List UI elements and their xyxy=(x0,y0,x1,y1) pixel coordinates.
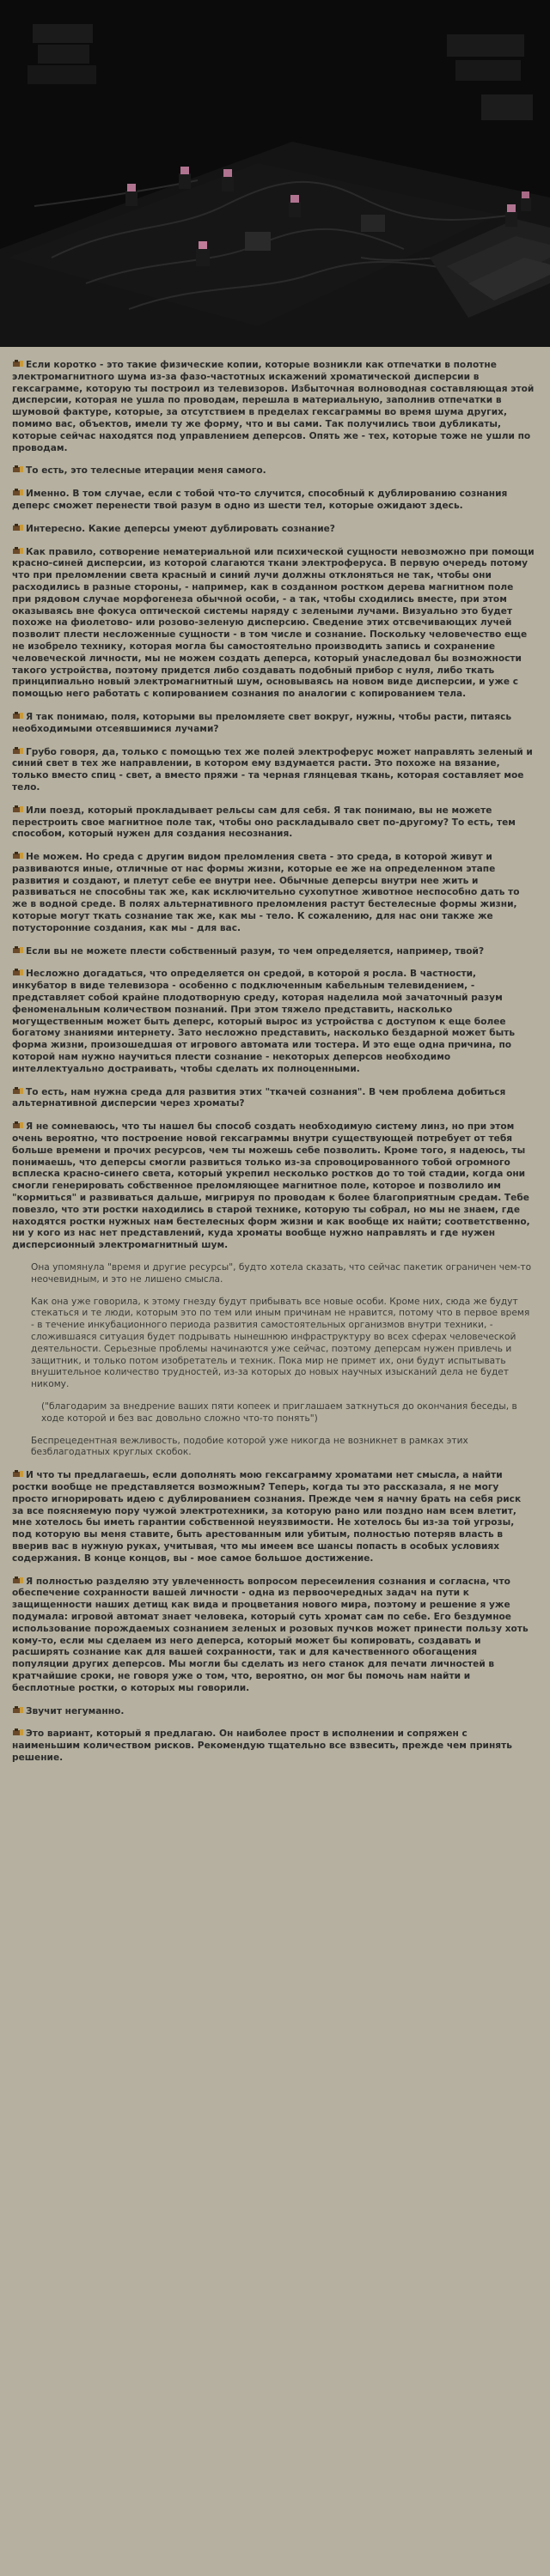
speaker-avatar-icon xyxy=(12,489,26,499)
speaker-avatar-icon xyxy=(12,524,26,534)
speaker-avatar-icon xyxy=(12,747,26,757)
dialogue-line xyxy=(12,746,535,794)
dialogue-line xyxy=(12,465,535,477)
figure-duplicate xyxy=(125,184,138,206)
narration-line xyxy=(12,1401,535,1425)
dialogue-line xyxy=(12,1086,535,1111)
speaker-avatar-icon xyxy=(12,805,26,816)
crate xyxy=(245,232,271,251)
message-text: Я полностью разделяю эту увлеченность вопросом пересеиления сознания и согласна, что обеспечение сохранности вашей личности - одна из первоочередных задач на пути к защищенности наших детищ как вида и процветания нового мира, поэтому и решение я уже подумала: игровой автомат знает человека, который суть хромат сам по себе. Его бездумное использование порождаемых сознанием зеленых и розовых пучков может принести пользу хоть кому-то, если мы сделаем из него деперса, который может бы копировать, создавать и расширять сознание как для вашей сохранности, так и для качественного обогащения популяции других деперсов. Мы могли бы сделать из него станок для печати личностей в кратчайшие сроки, не говоря уже о том, что, вероятно, он мог бы помочь нам найти и бесплотные ростки, о которых мы говорили. xyxy=(12,1576,529,1693)
dialogue-line xyxy=(12,1705,535,1718)
speaker-avatar-icon xyxy=(12,360,26,370)
message-text: Интересно. Какие деперсы умеют дублировать сознание? xyxy=(26,523,335,534)
message-text: Грубо говоря, да, только с помощью тех же полей электроферус может направлять зеленый и синий свет в тех же направлении, в котором ему вздумается расти. Это похоже на вязание, только вместо спиц - свет, а вместо пряжи - та черная глянцевая ткань, которая составляет мое тело. xyxy=(12,746,533,793)
message-text: Или поезд, который прокладывает рельсы сам для себя. Я так понимаю, вы не можете перестроить свое магнитное поле так, чтобы оно раскладывало свет по-другому? То есть, тем способом, который нужен для создания несознания. xyxy=(12,805,516,840)
dialogue-line xyxy=(12,968,535,1075)
message-text: То есть, нам нужна среда для развития этих "ткачей сознания". В чем проблема добиться альтернативной дисперсии через хроматы? xyxy=(12,1086,506,1109)
speaker-avatar-icon xyxy=(12,1728,26,1739)
speaker-avatar-icon xyxy=(12,465,26,476)
game-scene-image xyxy=(0,0,550,347)
dialogue-line xyxy=(12,488,535,513)
speaker-avatar-icon xyxy=(12,1577,26,1587)
figure-duplicate xyxy=(505,204,517,227)
dialogue-line xyxy=(12,359,535,454)
dialogue-line xyxy=(12,945,535,958)
message-text: Несложно догадаться, что определяется он средой, в которой я росла. В частности, инкубатор в виде телевизора - особенно с подключенным кабельным телевидением, - представляет собой крайне плодотворную среду, которая наделила мой зачаточный разум феноменальным количеством познаний. При этом тяжело представить, насколько могущественным может быть деперс, который вырос из устройства с доступом к еще более богатому знаниями интернету. Зато несложно представить, насколько бездарной может быть форма жизни, произошедшая от игрового автомата или тостера. И это еще одна причина, по которой нам нужно научиться плести сознание - некоторых деперсов необходимо интеллектуально достраивать, чтобы сделать их полноценными. xyxy=(12,969,516,1074)
figure-duplicate xyxy=(222,169,234,191)
message-text: Она упомянула "время и другие ресурсы", будто хотела сказать, что сейчас пакетик ограничен чем-то неочевидным, и это не лишено смысла. xyxy=(31,1262,532,1285)
message-text: Именно. В том случае, если с тобой что-то случится, способный к дублированию сознания деперс сможет перенести твой разум в одно из шести тел, которые ожидают здесь. xyxy=(12,489,508,511)
message-text: Я так понимаю, поля, которыми вы преломляете свет вокруг, нужны, чтобы расти, питаясь необходимыми отсеявшимися лучами? xyxy=(12,711,512,734)
dialogue-line xyxy=(12,1121,535,1252)
message-text: Я не сомневаюсь, что ты нашел бы способ создать необходимую систему линз, но при этом очень вероятно, что построение новой гексаграммы внутри существующей потребует от тебя больше времени и прочих ресурсов, чем ты можешь себе позволить. Кроме того, я надеюсь, ты понимаешь, что деперсы смогли развиться только из-за спровоцированного тобой огромного всплеска красно-синего света, который укрепил несколько ростков до то той стадии, когда они смогли генерировать собственное преломляющее магнитное поле, которое и позволило им "кормиться" и развиваться дальше, мигрируя по проводам к более благоприятным средам. Тебе повезло, что эти ростки находились в старой технике, которую ты собрал, но мы не знаем, где находятся ростки нужных нам бестелесных форм жизни и как вообще их найти; соответственно, ни у кого из нас нет представлений, куда хроматы вообще нужно направлять и где нужен дисперсионный электромагнитный шум. xyxy=(12,1121,530,1251)
message-text: Если вы не можете плести собственный разум, то чем определяется, например, твой? xyxy=(26,945,485,957)
message-text: Это вариант, который я предлагаю. Он наиболее прост в исполнении и сопряжен с наименьшим количеством рисков. Рекомендую тщательно все взвесить, прежде чем принять решение. xyxy=(12,1728,512,1763)
message-text: Звучит негуманно. xyxy=(26,1705,125,1716)
speaker-avatar-icon xyxy=(12,946,26,957)
speaker-avatar-icon xyxy=(12,1087,26,1097)
speaker-avatar-icon xyxy=(12,1706,26,1716)
dialogue-line xyxy=(12,1469,535,1564)
figure-duplicate xyxy=(179,167,191,189)
narration-line xyxy=(12,1436,535,1460)
message-text: Не можем. Но среда с другим видом преломления света - это среда, в которой живут и развиваются иные, отличные от нас формы жизни, которые ее же на определенном этапе развития и создают, и плетут себе ее внутри нее. Обычные деперсы внутри нее жить и развиваться не способны так же, как исключительно сухопутное животное неспособно дать то же в водной среде. В полях альтернативного преломления растут бестелесные формы жизни, которые могут ткать сознание так же, как мы - тело. К сожалению, для нас они также же потусторонние создания, как мы - для вас. xyxy=(12,852,520,933)
narration-line xyxy=(12,1262,535,1286)
message-text: Как она уже говорила, к этому гнезду будут прибывать все новые особи. Кроме них, сюда же будут стекаться и те люди, которым это по тем или иным причинам не нравится, потому что в первое время - в течение инкубационного периода развития самостоятельных организмов внутри техники, - сложившаяся ситуация будет подрывать нынешнюю инфраструктуру во всех сферах человеческой деятельности. Серьезные проблемы начинаются уже сейчас, поэтому деперсам нужен привлечь и защитник, и только потом изобретатель и техник. Пока мир не примет их, они будут испытывать внушительное количество трудностей, из-за которых до новых научных изысканий дела не будет никому. xyxy=(31,1296,530,1390)
figure-duplicate xyxy=(289,195,301,217)
message-text: И что ты предлагаешь, если дополнять мою гексаграмму хроматами нет смысла, а найти ростки вообще не представляется возможным? Теперь, когда ты это рассказала, я не могу просто игнорировать идею с дублированием сознания. Прежде чем я начну брать на себя риск за все поясняемую пору чужой электротехники, за которую рано или поздно нам всем влетит, мне хотелось бы иметь гарантии собственной неуязвимости. Не хотелось бы из-за той угрозы, под которую вы меня ставите, быть арестованным или убитым, полностью потеряв власть в вверив вас в нужную руках, учитывая, что мы имеем все шансы попасть в особых условиях содержания. В конце концов, вы - мое самое большое достижение. xyxy=(12,1470,522,1564)
crate xyxy=(361,215,385,232)
message-text: Как правило, сотворение нематериальной или психической сущности невозможно при помощи красно-синей дисперсии, из которой слагаются ткани электроферуса. В первую очередь потому что при преломлении света красный и синий лучи должны отклоняться не так, чтобы они расходились в разные стороны, - например, как в созданном ростком дерева магнитном поле при рядовом случае морфогенеза обычной особи, - а так, чтобы сходились вместе, при этом оказываясь вне фокуса оптической системы наряду с зелеными лучами. Визуально это будет похоже на фиолетово- или розово-зеленую дисперсию. Сведение этих отсвечивающих лучей позволит плести несложенные сущности - в том числе и сознание. Поскольку человечество еще не изобрело технику, которая могла бы самостоятельно производить запись и сохранение человеческой личности, мы не можем создать деперса, который унаследовал бы возможности такого устройства, поэтому придется либо создавать подобный прибор с нуля, либо ткать принципиально новый электромагнитный шум, основываясь на новом виде дисперсии, и уже с помощью него работать с копированием сознания по аналогии с копированием тела. xyxy=(12,546,535,700)
message-text: Беспрецедентная вежливость, подобие которой уже никогда не возникнет в рамках этих безблагодатных круглых скобок. xyxy=(31,1435,468,1458)
speaker-avatar-icon xyxy=(12,547,26,557)
speaker-avatar-icon xyxy=(12,1470,26,1480)
scene-illustration xyxy=(0,0,550,347)
dialogue-line xyxy=(12,711,535,736)
speaker-avatar-icon xyxy=(12,852,26,862)
message-text: ("благодарим за внедрение ваших пяти копеек и приглашаем заткнуться до окончания беседы, в ходе которой и без вас довольно сложно что-то понять") xyxy=(41,1400,517,1424)
speaker-avatar-icon xyxy=(12,712,26,722)
message-text: Если коротко - это такие физические копии, которые возникли как отпечатки в полотне электромагнитного шума из-за фазо-частотных искажений хроматической дисперсии в гексаграмме, которую ты построил из телевизоров. Избыточная волноводная составляющая этой дисперсии, которая не ушла по проводам, перешла в материальную, заполнив отпечатки в шумовой фактуре, которые, за отсутствием в пределах гексаграммы во время шума других, помимо вас, объектов, имели ту же форму, что и вы сами. Так получились твои дубликаты, которые сейчас находятся под управлением деперсов. Опять же - тех, которые тоже не ушли по проводам. xyxy=(12,360,535,453)
speaker-avatar-icon xyxy=(12,1121,26,1132)
dialogue-line xyxy=(12,851,535,935)
speaker-avatar-icon xyxy=(12,969,26,979)
dialogue-line xyxy=(12,523,535,536)
dialogue-line xyxy=(12,546,535,701)
narration-line xyxy=(12,1297,535,1391)
message-text: То есть, это телесные итерации меня самого. xyxy=(26,465,266,477)
dialogue-line xyxy=(12,1576,535,1695)
dialogue-line xyxy=(12,1728,535,1764)
tv-stack-left xyxy=(28,24,96,84)
dialogue-line xyxy=(12,805,535,841)
dialogue-transcript xyxy=(0,347,550,2576)
